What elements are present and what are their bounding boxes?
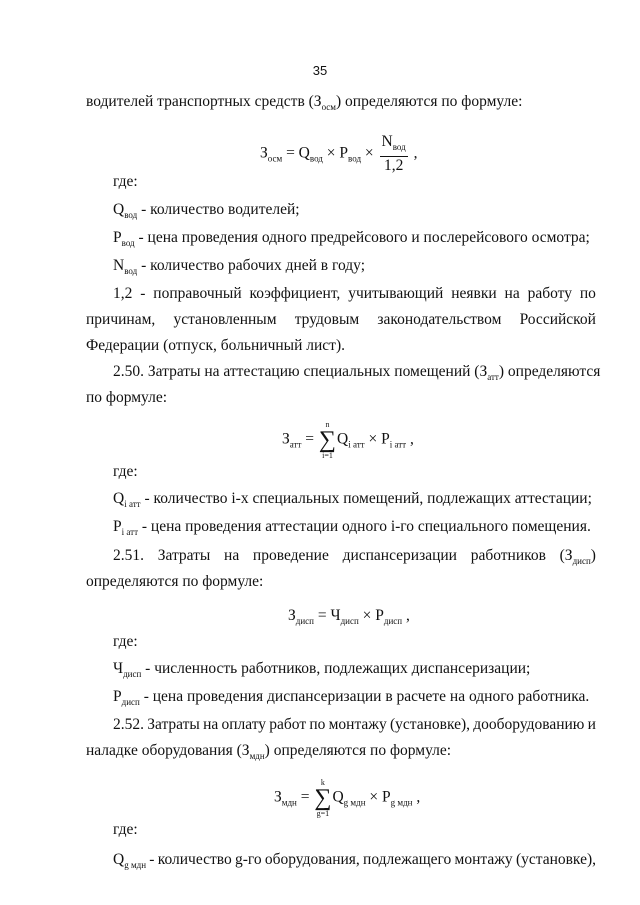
coefficient-line-1: 1,2 - поправочный коэффициент, учитывающий неявки на работу по [113, 285, 596, 302]
coefficient-line-2: причинам, установленным трудовым законодательством Российской [86, 311, 596, 328]
section-2-50-line-1: 2.50. Затраты на аттестацию специальных помещений $(З_{атт})$ определяются [113, 363, 601, 382]
definition-q-vod: $Q_{вод}$ - количество водителей; [113, 201, 300, 220]
sum-symbol: k ∑ g=1 [314, 778, 332, 818]
sum-symbol: n ∑ i=1 [318, 420, 337, 460]
page-number: 35 [312, 63, 328, 78]
formula-disp: $З_{дисп} = Ч_{дисп} \times P_{дисп}$ , [288, 607, 410, 626]
definition-p-vod: $P_{вод}$ - цена проведения одного предрейсового и послерейсового осмотра; [113, 229, 590, 248]
coefficient-line-3: Федерации (отпуск, больничный лист). [86, 337, 345, 354]
formula-mdn: $З_{мдн}$ = k ∑ g=1 $Q_{g мдн} \times P_{g мдн}$ , [274, 778, 421, 818]
section-2-50-line-2: по формуле: [86, 389, 168, 406]
where-label: где: [113, 633, 138, 650]
definition-ch-disp: $Ч_{дисп}$ - численность работников, подлежащих диспансеризации; [113, 660, 531, 679]
intro-line: водителей транспортных средств $(З_{осм})$ определяются по формуле: [86, 93, 523, 112]
definition-p-disp: $P_{дисп}$ - цена проведения диспансеризации в расчете на одного работника. [113, 688, 590, 707]
definition-p-att: $P_{i атт}$ - цена проведения аттестации одного i-го специального помещения. [113, 518, 591, 537]
fraction: $\frac{N_{вод}}{1,2}$ [381, 133, 406, 174]
section-2-52-line-1: 2.52. Затраты на оплату работ по монтажу (установке), дооборудованию и [113, 716, 596, 733]
where-label: где: [113, 821, 138, 838]
definition-q-mdn: $Q_{g мдн}$ - количество g-го оборудования, подлежащего монтажу (установке), [113, 851, 596, 870]
section-2-51-line-1: 2.51. Затраты на проведение диспансеризации работников $(З_{дисп})$ [113, 547, 596, 566]
definition-q-att: $Q_{i атт}$ - количество i-х специальных помещений, подлежащих аттестации; [113, 490, 592, 509]
where-label: где: [113, 173, 138, 190]
section-2-52-line-2: наладке оборудования $(З_{мдн})$ определяются по формуле: [86, 742, 452, 761]
definition-n-vod: $N_{вод}$ - количество рабочих дней в году; [113, 257, 366, 276]
formula-osm: $З_{осм} = Q_{вод} \times P_{вод}$ × $\frac{N_{вод}}{1,2}$ , [260, 133, 418, 174]
where-label: где: [113, 463, 138, 480]
section-2-51-line-2: определяются по формуле: [86, 573, 264, 590]
formula-att: $З_{атт}$ = n ∑ i=1 $Q_{i атт} \times P_{i атт}$ , [282, 420, 414, 460]
